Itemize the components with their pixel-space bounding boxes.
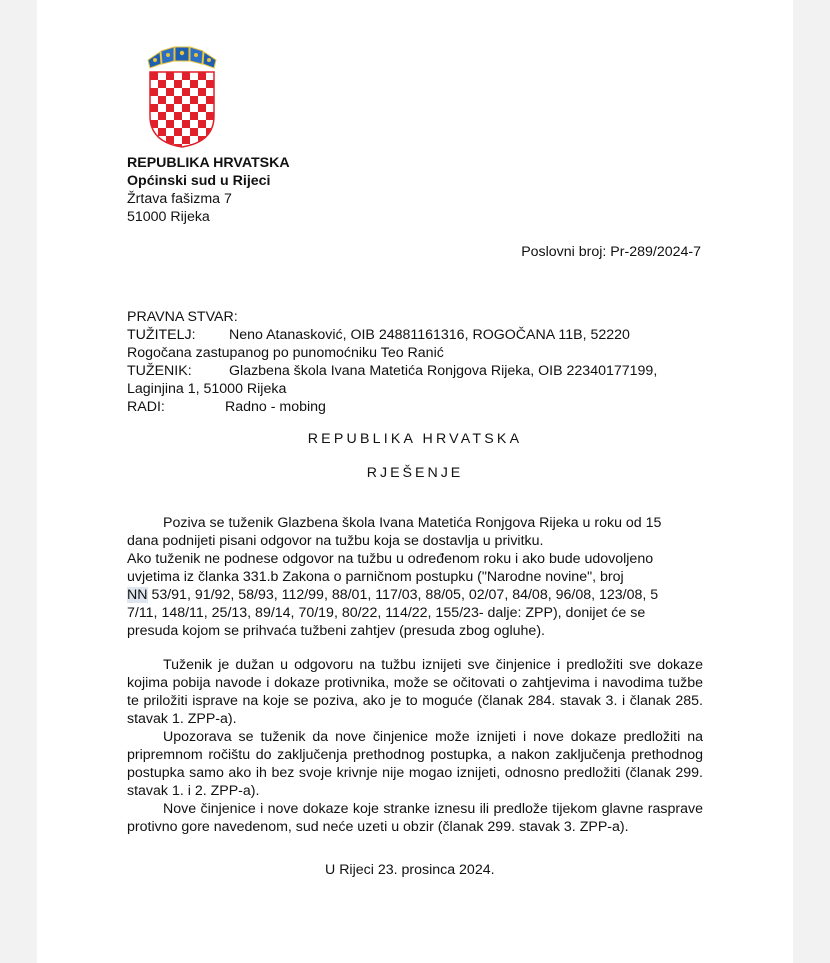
nn-highlight: NN [127,587,148,603]
decision-title: RJEŠENJE [366,465,464,481]
court-city: 51000 Rijeka [127,209,210,225]
country-name: REPUBLIKA HRVATSKA [127,155,290,171]
date-line: U Rijeci 23. prosinca 2024. [325,862,495,878]
plaintiff-value: Neno Atanasković, OIB 24881161316, ROGOČANA 11B, 52220 [229,327,630,343]
court-header [127,154,290,226]
paragraph-defendant-duty: Tuženik je dužan u odgovoru na tužbu iznijeti sve činjenice i predložiti sve dokaze kojima pobija navode i dokaze protivnika, može se očitovati o zahtjevima i navodima tužbe te priložiti isprave na koje se poziva, ako je to moguće (članak 284. stavak 3. i članak 285. stavak 1. ZPP-a). [127,657,703,727]
subject-line [127,398,707,416]
republic-title: REPUBLIKA HRVATSKA [307,431,523,447]
paragraph-summons [127,514,703,640]
paragraph-warning: Upozorava se tuženik da nove činjenice može iznijeti i nove dokaze predložiti na pripremnom ročištu do zaključenja prethodnog postupka, a nakon zaključenja prethodnog postupka samo ako ih bez svoje krivnje nije mogao iznijeti, odnosno predložiti (članak 299. stavak 1. i 2. ZPP-a). [127,729,703,799]
summons-line-2: dana podnijeti pisani odgovor na tužbu koja se dostavlja u privitku. [127,533,544,549]
summons-line-3: Ako tuženik ne podnese odgovor na tužbu u određenom roku i ako bude udovoljeno [127,551,654,567]
summons-line-5-rest: 53/91, 91/92, 58/93, 112/99, 88/01, 117/03, 88/05, 02/07, 84/08, 96/08, 123/08, 5 [147,587,659,603]
summons-line-1: Poziva se tuženik Glazbena škola Ivana Matetića Ronjgova Rijeka u roku od 15 [163,515,662,531]
summons-line-5 [127,586,703,604]
paragraph-new-facts: Nove činjenice i nove dokaze koje stranke iznesu ili predlože tijekom glavne rasprave protivno gore navedenom, sud neće uzeti u obzir (članak 299. stavak 3. ZPP-a). [127,801,703,835]
court-street: Žrtava fašizma 7 [127,191,232,207]
legal-matter-heading: PRAVNA STVAR: [127,309,238,325]
document-page [37,0,793,963]
croatian-coat-of-arms [146,46,218,148]
plaintiff-label: TUŽITELJ: [127,327,196,343]
checkered-shield [150,72,214,148]
plaintiff-line [127,326,707,344]
plaintiff-representative: Rogočana zastupanog po punomoćniku Teo Ranić [127,345,444,361]
defendant-label: TUŽENIK: [127,363,192,379]
parties-block [127,308,707,416]
crown [148,47,216,68]
defendant-line [127,362,707,380]
summons-line-4: uvjetima iz članka 331.b Zakona o parničnom postupku ("Narodne novine", broj [127,569,624,585]
summons-line-6: 7/11, 148/11, 25/13, 89/14, 70/19, 80/22, 114/22, 155/23- dalje: ZPP), donijet će se [127,605,646,621]
court-name: Općinski sud u Rijeci [127,173,271,189]
subject-label: RADI: [127,399,165,415]
case-number: Poslovni broj: Pr-289/2024-7 [521,244,701,260]
defendant-value: Glazbena škola Ivana Matetića Ronjgova Rijeka, OIB 22340177199, [229,363,658,379]
decision-body [127,514,703,836]
defendant-address: Laginjina 1, 51000 Rijeka [127,381,287,397]
summons-line-7: presuda kojom se prihvaća tužbeni zahtjev (presuda zbog ogluhe). [127,623,545,639]
subject-value: Radno - mobing [225,399,326,415]
